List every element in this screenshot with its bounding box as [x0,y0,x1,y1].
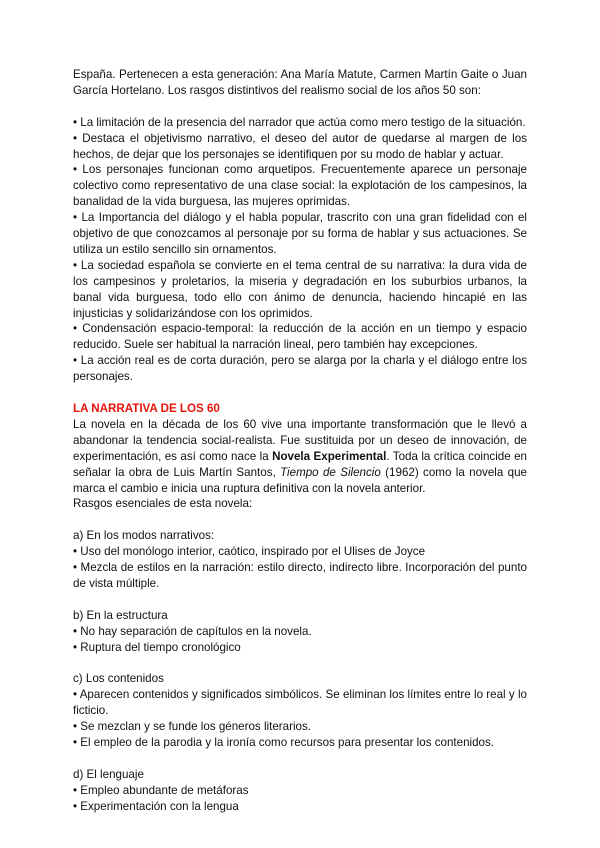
section-paragraph [73,417,527,497]
list-item: • Los personajes funcionan como arquetipos. Frecuentemente aparece un personaje colectivo como representativo de una clase social: la explotación de los campesinos, la banalidad de la vida burguesa, las mujeres oprimidas. [73,163,527,209]
list-item: • Destaca el objetivismo narrativo, el deseo del autor de quedarse al margen de los hechos, de dejar que los personajes se identifiquen por su modo de hablar y actuar. [73,131,527,161]
group-title: d) El lenguaje [73,767,144,781]
list-item: • Empleo abundante de metáforas [73,783,249,797]
section-heading: LA NARRATIVA DE LOS 60 [73,402,220,415]
spacer [73,385,527,401]
spacer [73,655,527,671]
list-item: • Condensación espacio-temporal: la reducción de la acción en un tiempo y espacio reducido. Suele ser habitual la narración lineal, pero también hay excepciones. [73,322,527,352]
list-item: • No hay separación de capítulos en la novela. [73,624,312,638]
list-item: • La acción real es de corta duración, pero se alarga por la charla y el diálogo entre los personajes. [73,354,527,384]
list-item: • El empleo de la parodia y la ironía como recursos para presentar los contenidos. [73,735,495,749]
bold-term: Novela Experimental [272,449,387,463]
list-item: • Se mezclan y se funde los géneros literarios. [73,720,311,734]
list-item: • Ruptura del tiempo cronológico [73,640,241,654]
list-item: • La Importancia del diálogo y el habla popular, trascrito con una gran fidelidad con el objetivo de que conozcamos al personaje por su forma de hablar y sus actuaciones. Se utiliza un estilo sencillo sin ornamentos. [73,211,527,256]
list-item: • La sociedad española se convierte en el tema central de su narrativa: la dura vida de los campesinos y proletarios, la miseria y degradación en los suburbios urbanos, la banal vida burguesa, todo ello con ánimo de denuncia, haciendo hincapié en las injusticias y solidarizándose con los oprimidos. [73,258,527,320]
list-item: • Experimentación con la lengua [73,799,239,813]
spacer [73,512,527,528]
list-item: • Mezcla de estilos en la narración: estilo directo, indirecto libre. Incorporación del punto de vista múltiple. [73,561,527,590]
paragraph-text: La novela en la década de los 60 vive una importante transformación que le llevó a abandonar la tendencia social-realista. Fue sustituida por un deseo de innovación, de experimentación, es así como nace la [73,417,527,463]
list-item: • Aparecen contenidos y significados simbólicos. Se eliminan los límites entre lo real y lo ficticio. [73,688,527,718]
spacer [73,99,527,115]
spacer [73,751,527,767]
group-title: c) Los contenidos [73,672,164,686]
document-page [73,67,527,815]
group-title: a) En los modos narrativos: [73,529,215,543]
list-item: • Uso del monólogo interior, caótico, inspirado por el Ulises de Joyce [73,545,426,559]
paragraph-text: . Toda la crítica coincide en señalar la obra de Luis Martín Santos, [73,449,527,479]
paragraph-text: (1962) como la novela que marca el cambio e inicia una ruptura definitiva con la novela anterior. [73,465,527,495]
group-title: b) En la estructura [73,608,168,622]
intro-paragraph: España. Pertenecen a esta generación: Ana María Matute, Carmen Martín Gaite o Juan García Hortelano. Los rasgos distintivos del realismo social de los años 50 son: [73,68,527,97]
spacer [73,592,527,608]
list-item: • La limitación de la presencia del narrador que actúa como mero testigo de la situación. [73,115,526,129]
book-title: Tiempo de Silencio [280,465,381,479]
rasgos-intro: Rasgos esenciales de esta novela: [73,497,253,511]
